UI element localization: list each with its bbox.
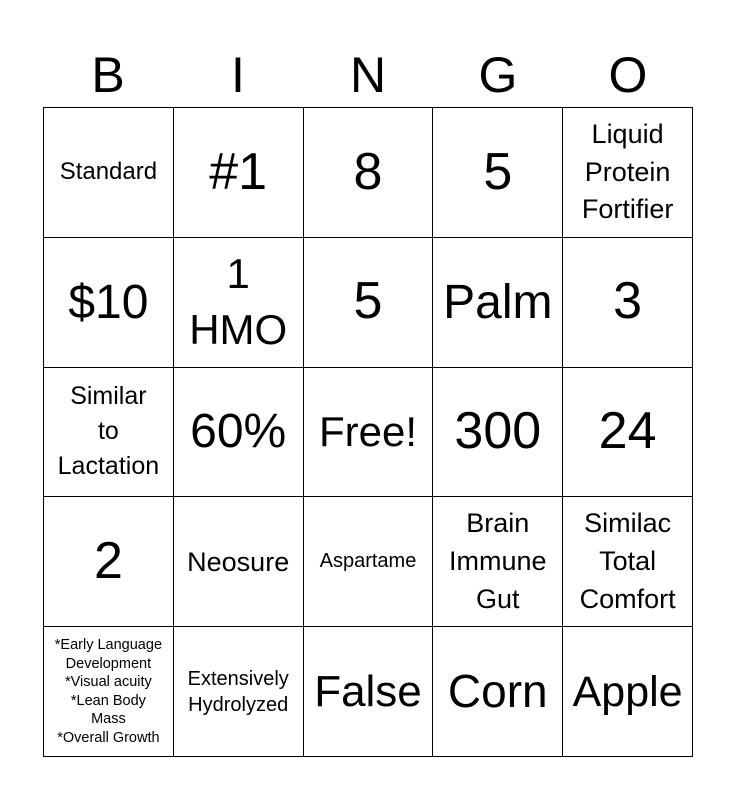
bingo-cell[interactable] <box>44 497 174 627</box>
bingo-cell[interactable] <box>44 108 174 238</box>
bingo-cell[interactable] <box>563 497 693 627</box>
cell-text: Apple <box>572 667 683 716</box>
header-letter-g: G <box>478 47 518 103</box>
cell-text: Free! <box>318 407 417 455</box>
bingo-cell[interactable] <box>304 238 434 368</box>
bingo-cell[interactable] <box>174 108 304 238</box>
cell-text: 24 <box>598 402 657 461</box>
bingo-cell[interactable] <box>174 627 304 757</box>
bingo-cell[interactable] <box>304 627 434 757</box>
cell-text: Liquid Protein Fortifier <box>581 118 674 225</box>
cell-text: Similac Total Comfort <box>579 508 676 614</box>
bingo-cell[interactable] <box>563 238 693 368</box>
cell-text: 5 <box>353 272 383 331</box>
bingo-cell[interactable] <box>174 368 304 498</box>
cell-text: Similar to Lactation <box>57 382 160 481</box>
cell-text: 3 <box>613 272 643 331</box>
bingo-cell[interactable] <box>563 368 693 498</box>
bingo-cell[interactable] <box>304 497 434 627</box>
bingo-cell[interactable] <box>563 627 693 757</box>
cell-text: 2 <box>93 531 123 590</box>
bingo-cell[interactable] <box>304 108 434 238</box>
cell-text: 60% <box>190 405 287 459</box>
bingo-cell[interactable] <box>433 368 563 498</box>
cell-text: $10 <box>68 275 149 329</box>
bingo-board <box>43 107 693 757</box>
cell-text: Aspartame <box>319 550 417 573</box>
header-letter-i: I <box>231 47 245 103</box>
bingo-cell[interactable] <box>174 497 304 627</box>
bingo-cell[interactable] <box>563 108 693 238</box>
cell-text: 300 <box>454 402 542 461</box>
bingo-cell[interactable] <box>44 368 174 498</box>
cell-text: Brain Immune Gut <box>449 508 547 614</box>
bingo-header <box>43 44 693 106</box>
bingo-cell[interactable] <box>304 368 434 498</box>
bingo-cell[interactable] <box>174 238 304 368</box>
cell-text: Neosure <box>187 546 290 577</box>
bingo-cell[interactable] <box>433 108 563 238</box>
header-letter-b: B <box>91 47 125 103</box>
cell-text: 8 <box>353 142 383 201</box>
header-letter-n: N <box>349 47 387 103</box>
cell-text: Palm <box>443 275 553 329</box>
bingo-cell[interactable] <box>433 238 563 368</box>
cell-text: Corn <box>447 665 548 718</box>
bingo-cell[interactable] <box>433 627 563 757</box>
cell-text: Extensively Hydrolyzed <box>187 667 289 716</box>
cell-text: #1 <box>209 142 268 201</box>
cell-text: Standard <box>59 157 158 185</box>
cell-text: 5 <box>483 142 513 201</box>
cell-text: *Early Language Development *Visual acuity *Lean Body Mass *Overall Growth <box>54 636 163 746</box>
cell-text: False <box>314 666 422 716</box>
bingo-cell[interactable] <box>44 238 174 368</box>
cell-text: 1 HMO <box>189 249 288 354</box>
bingo-cell[interactable] <box>44 627 174 757</box>
header-letter-o: O <box>608 47 648 103</box>
bingo-cell[interactable] <box>433 497 563 627</box>
